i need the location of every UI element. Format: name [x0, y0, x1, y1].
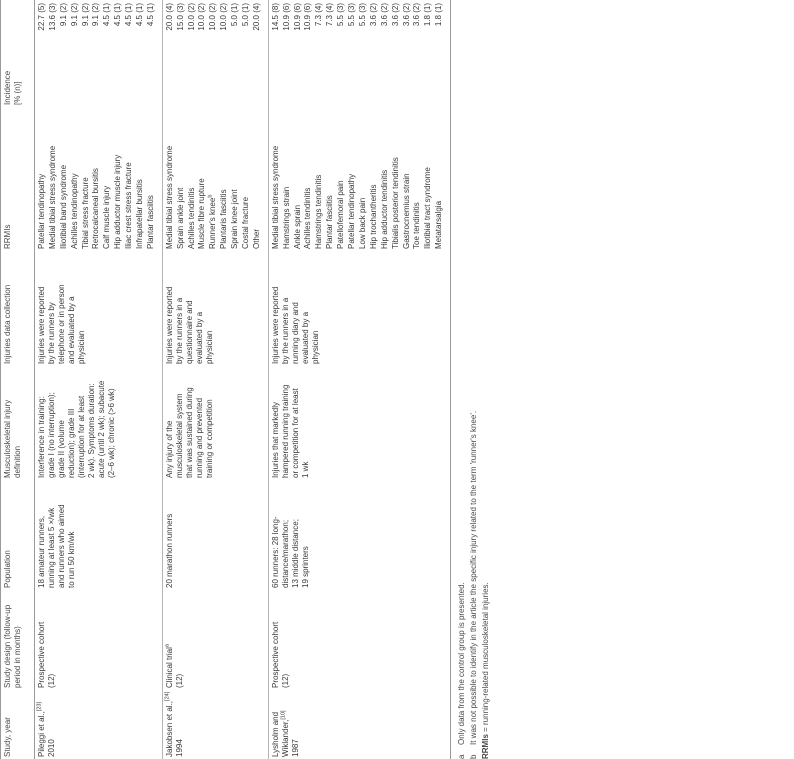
collection-line: evaluated by a [194, 311, 204, 364]
table-row [268, 0, 450, 759]
definition-line: grade II (volume [57, 420, 66, 478]
rrmi-item [325, 110, 336, 249]
incidence-value: 14.5 (8) [270, 3, 280, 31]
collection-cell [268, 251, 450, 366]
footnote [469, 411, 479, 759]
abbreviation-note [481, 582, 491, 759]
abbreviation-term: RRMIs [481, 734, 490, 759]
rrmi-item [241, 110, 252, 249]
study-line: Wiklander,[10] [280, 710, 290, 757]
incidence-value: 5.0 (1) [241, 3, 251, 27]
footnote-text: Only data from the control group is presented. [457, 582, 466, 745]
population-line: 20 marathon runners [164, 513, 174, 588]
rrmi-name: Plantaris fasciitis [219, 189, 229, 249]
rrmis-cell [35, 107, 163, 251]
incidence-value: 5.5 (3) [357, 3, 367, 27]
rrmi-name: Metatarsalgia [434, 200, 444, 249]
definition-line: 1 wk [300, 461, 310, 478]
collection-cell [162, 251, 268, 366]
rrmi-name: Plantar fasciitis [325, 195, 335, 249]
collection-line: evaluated by a [300, 311, 310, 364]
design-line: (12) [47, 673, 56, 688]
study-cell [35, 690, 163, 759]
incidence-value: 4.5 (1) [124, 3, 134, 27]
collection-line: by the runners in a [174, 297, 184, 364]
header-definition: Musculoskeletal injury definition [1, 366, 35, 480]
collection-line: by the runners by [47, 302, 56, 364]
incidence-value: 5.5 (3) [336, 3, 346, 27]
incidence-value: 10.9 (6) [292, 3, 302, 31]
table-header [1, 0, 35, 759]
study-line: Jakobsen et al.,[24] [164, 691, 174, 757]
rrmi-name: Toe tendinitis [412, 202, 422, 249]
table-body [35, 0, 451, 759]
incidence-value: 10.0 (2) [219, 3, 229, 31]
rrmi-item [102, 110, 113, 249]
rrmi-name: Sprain knee joint [230, 189, 240, 249]
rrmi-item [314, 110, 325, 249]
incidence-value: 3.6 (2) [401, 3, 411, 27]
rrmi-item [59, 110, 70, 249]
population-line: 60 runners: 28 long- [270, 516, 280, 588]
definition-line: (2–6 wk); chronic (>6 wk) [107, 388, 116, 478]
definition-line: 2 wk). Symptoms duration: [87, 383, 96, 478]
design-line: (12) [174, 673, 184, 688]
header-collection: Injuries data collection [1, 251, 35, 366]
rrmi-item [303, 110, 314, 249]
definition-line: musculoskeletal system [174, 393, 184, 478]
collection-line: telephone or in person [57, 284, 66, 364]
reference-number: [23] [36, 702, 43, 712]
rrmi-item [293, 110, 304, 249]
rrmi-name: Iliotibial tract syndrome [423, 167, 433, 249]
study-cell [162, 690, 268, 759]
study-line: 1987 [290, 739, 300, 757]
definition-cell [268, 366, 450, 480]
incidence-value: 9.1 (2) [58, 3, 68, 27]
incidence-value: 10.0 (2) [208, 3, 218, 31]
definition-line: reduction); grade III [67, 408, 76, 478]
definition-line: that was sustained during [184, 387, 194, 478]
incidence-value: 22.7 (5) [37, 3, 46, 31]
incidence-value: 10.9 (6) [303, 3, 313, 31]
rrmi-name: Patellar tendinopathy [37, 173, 46, 249]
rrmi-name: Tibial stress fracture [80, 177, 90, 249]
design-line: Clinical trial$^a$ [164, 644, 174, 688]
population-line: 18 amateur runners, [37, 515, 46, 588]
rrmi-name: Retrocalcaneal bursitis [91, 168, 101, 249]
rrmi-item [135, 110, 146, 249]
rrmi-name: Hip adductor tendinitis [379, 169, 389, 249]
rrmi-item [197, 110, 208, 249]
collection-line: physician [204, 330, 214, 364]
rrmi-name: Low back pain [357, 197, 367, 249]
reference-number: [24] [164, 691, 171, 701]
definition-cell [162, 366, 268, 480]
rrmi-name: Tibialis posterior tendinitis [390, 157, 400, 249]
incidence-value: 20.0 (4) [251, 3, 261, 31]
rrmi-name: Achilles tendinopathy [69, 173, 79, 249]
incidence-value: 4.5 (1) [113, 3, 123, 27]
incidence-value: 9.1 (2) [91, 3, 101, 27]
incidence-value: 3.6 (2) [379, 3, 389, 27]
collection-line: physician [310, 330, 320, 364]
rrmi-item [412, 110, 423, 249]
rrmi-name: Calf muscle injury [102, 185, 112, 249]
rrmi-item [219, 110, 230, 249]
design-cell [268, 590, 450, 690]
rrmi-name: Medial tibial stress syndrome [164, 145, 174, 249]
definition-line: Injuries that markedly [270, 401, 280, 478]
definition-line: grade I (no interruption); [47, 392, 56, 478]
incidence-value: 4.5 (1) [102, 3, 112, 27]
incidence-value: 13.6 (3) [47, 3, 57, 31]
rrmi-item [423, 110, 434, 249]
incidence-value: 5.0 (1) [230, 3, 240, 27]
footnote-text: It was not possible to identify in the article the specific injury related to the term 'runner's knee'. [469, 410, 478, 745]
rrmi-name: Infrapatellar bursitis [135, 179, 145, 249]
study-line: Lysholm and [270, 711, 280, 757]
rrmi-name: Patellar tendinopathy [347, 173, 357, 249]
definition-line: acute (until 2 wk); subacute [97, 380, 106, 478]
definition-line: Interference in training: [37, 396, 46, 478]
rrmi-item [146, 110, 157, 249]
footnote-mark: b [469, 754, 478, 759]
rrmi-name: Hamstrings strain [281, 186, 291, 249]
incidence-value: 9.1 (2) [80, 3, 90, 27]
header-population: Population [1, 480, 35, 590]
incidence-value: 10.0 (2) [197, 3, 207, 31]
rrmi-name: Other [251, 228, 261, 249]
definition-line: training or competition [204, 399, 214, 478]
reference-number: [10] [280, 710, 287, 720]
rrmi-name: Hip adductor muscle injury [113, 154, 123, 249]
population-line: to run 50 km/wk [67, 531, 76, 588]
collection-line: and evaluated by a [67, 296, 76, 364]
rrmi-name: Gastrocnemius strain [401, 173, 411, 249]
study-cell [268, 690, 450, 759]
incidence-value: 20.0 (4) [164, 3, 174, 31]
design-cell [162, 590, 268, 690]
rrmi-item [113, 110, 124, 249]
incidence-value: 7.3 (4) [325, 3, 335, 27]
rrmi-item [369, 110, 380, 249]
rrmi-item [271, 110, 282, 249]
rrmi-item [91, 110, 102, 249]
rrmi-item [165, 110, 176, 249]
definition-cell [35, 366, 163, 480]
rrmi-name: Patellofemoral pain [336, 180, 346, 249]
population-line: 13 middle distance; [290, 519, 300, 588]
rrmi-name: Hip trochantheritis [368, 184, 378, 249]
rrmi-item [434, 110, 445, 249]
collection-line: by the runners in a [280, 297, 290, 364]
study-line: 1994 [174, 739, 184, 757]
header-rrmis: RRMIs [1, 107, 35, 251]
population-cell [35, 480, 163, 590]
design-cell [35, 590, 163, 690]
incidence-value: 5.5 (3) [347, 3, 357, 27]
collection-line: Injuries were reported [164, 286, 174, 364]
rrmi-item [230, 110, 241, 249]
collection-line: Injuries were reported [270, 286, 280, 364]
rrmi-item [208, 110, 219, 249]
footnote [457, 582, 467, 759]
rrmi-item [37, 110, 48, 249]
rrmi-name: Medial tibial stress syndrome [270, 145, 280, 249]
study-line: 2010 [47, 739, 56, 757]
rrmi-item [358, 110, 369, 249]
population-cell [162, 480, 268, 590]
design-line: Prospective cohort [37, 621, 46, 688]
rrmi-name: Plantar fasciitis [145, 195, 155, 249]
incidence-value: 3.6 (2) [390, 3, 400, 27]
incidence-value: 10.9 (6) [281, 3, 291, 31]
rrmi-name: Achilles tendinitis [186, 187, 196, 249]
incidence-value: 3.6 (2) [412, 3, 422, 27]
rrmi-item [124, 110, 135, 249]
incidence-value: 1.8 (1) [423, 3, 433, 27]
header-study: Study, year [1, 690, 35, 759]
definition-line: hampered running training [280, 384, 290, 478]
population-line: running at least 5 ×/wk [47, 507, 56, 588]
collection-line: Injuries were reported [37, 286, 46, 364]
rrmi-item [187, 110, 198, 249]
rrmi-name: Iliotibial band syndrome [58, 164, 68, 249]
table-row [162, 0, 268, 759]
rrmi-name: Hamstrings tendinitis [314, 174, 324, 249]
population-line: 19 sprinters [300, 546, 310, 588]
rrmi-item [282, 110, 293, 249]
incidence-value: 15.0 (3) [175, 3, 185, 31]
rrmi-item [380, 110, 391, 249]
rrmi-item [336, 110, 347, 249]
rrmi-name: Achilles tendinitis [303, 187, 313, 249]
incidence-value: 3.6 (2) [368, 3, 378, 27]
collection-cell [35, 251, 163, 366]
rrmi-item [252, 110, 263, 249]
rrmi-item [176, 110, 187, 249]
incidence-cell [35, 0, 163, 107]
header-design: Study design (follow-up period in months) [1, 590, 35, 690]
rrmi-item [347, 110, 358, 249]
rrmi-name: Sprain ankle joint [175, 187, 185, 249]
population-cell [268, 480, 450, 590]
incidence-value: 4.5 (1) [145, 3, 155, 27]
definition-line: or competition for at least [290, 388, 300, 478]
footnote-marker: b [207, 194, 214, 198]
definition-line: (interruption for at least [77, 395, 86, 478]
incidence-value: 4.5 (1) [135, 3, 145, 27]
rrmi-item [81, 110, 92, 249]
design-line: Prospective cohort [270, 621, 280, 688]
definition-line: running and prevented [194, 397, 204, 478]
incidence-value: 9.1 (2) [69, 3, 79, 27]
header-incidence: Incidence [% (n)] [1, 0, 35, 107]
population-line: distance/marathon; [280, 519, 290, 588]
population-line: and runners who aimed [57, 504, 66, 588]
rrmi-item [48, 110, 59, 249]
rrmi-name: Iliac crest stress fracture [124, 162, 134, 249]
footnote-mark: a [457, 754, 466, 759]
incidence-value: 10.0 (2) [186, 3, 196, 31]
footnote-marker: a [164, 644, 171, 648]
rrmi-name: Costal fracture [241, 196, 251, 249]
rrmi-name: Ankle sprain [292, 204, 302, 249]
incidence-cell [162, 0, 268, 107]
rrmi-name: Medial tibial stress syndrome [47, 145, 57, 249]
rrmis-cell [268, 107, 450, 251]
rrmis-cell [162, 107, 268, 251]
collection-line: physician [77, 330, 86, 364]
study-line: Pileggi et al.,[23] [36, 702, 46, 757]
rrmi-name: Runner's knee [208, 197, 218, 249]
rrmi-item [402, 110, 413, 249]
definition-line: Any injury of the [164, 420, 174, 478]
design-line: (12) [280, 673, 290, 688]
collection-line: questionnaire and [184, 300, 194, 364]
abbreviation-text: = running-related musculoskeletal injuries. [481, 582, 490, 735]
collection-line: running diary and [290, 302, 300, 364]
rrmi-name: Muscle fibre rupture [197, 178, 207, 249]
incidence-value: 1.8 (1) [434, 3, 444, 27]
incidence-value: 7.3 (4) [314, 3, 324, 27]
table-row [35, 0, 163, 759]
rrmi-item [391, 110, 402, 249]
rrmi-item [70, 110, 81, 249]
incidence-cell [268, 0, 450, 107]
